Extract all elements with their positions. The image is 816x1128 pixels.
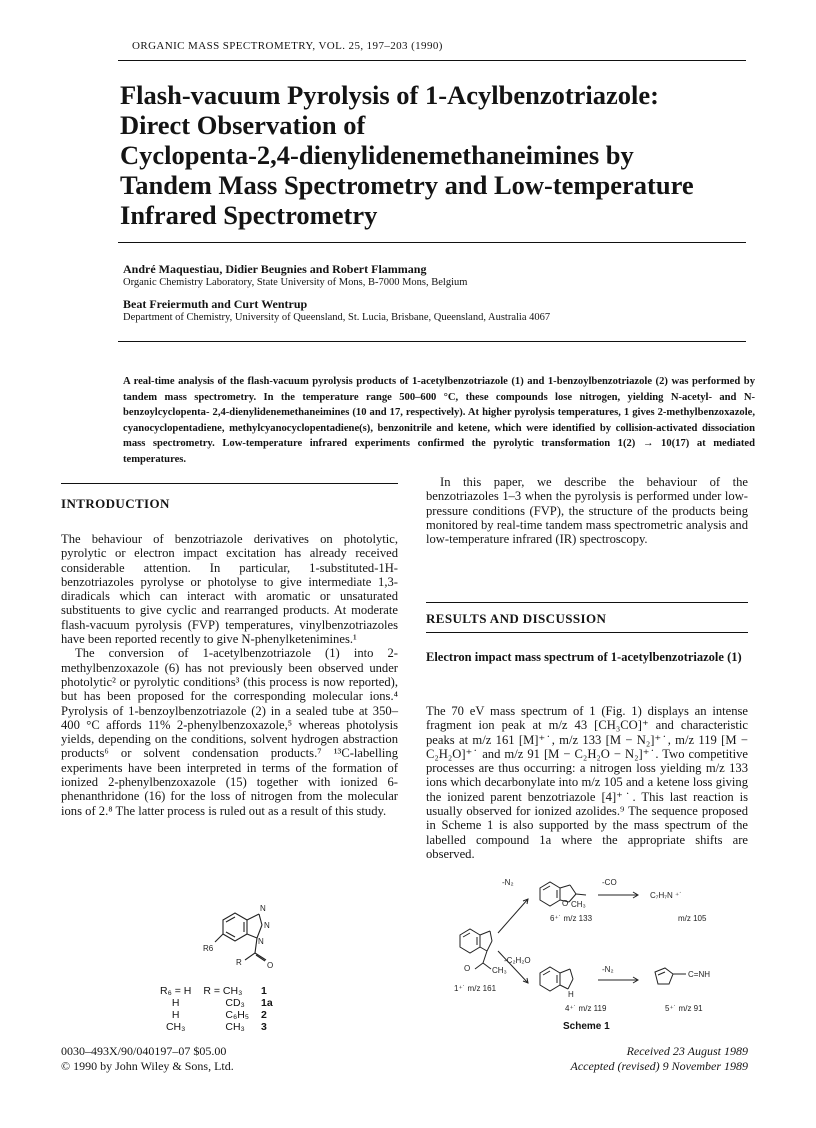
structure-label-r6: R6	[203, 944, 214, 953]
copyright-line: © 1990 by John Wiley & Sons, Ltd.	[61, 1059, 234, 1073]
title-line: Cyclopenta-2,4-dienylidenemethaneimines by	[120, 140, 634, 170]
title-line: Infrared Spectrometry	[120, 200, 378, 230]
table-cell: CD₃	[225, 997, 245, 1009]
table-cell: C₆H₅	[225, 1009, 250, 1021]
table-cell: H	[171, 1009, 180, 1021]
title-line: Direct Observation of	[120, 110, 366, 140]
scheme-label: CH₃	[571, 900, 586, 909]
table-cell: CH₃	[225, 1021, 245, 1033]
scheme-label: 1⁺˙ m/z 161	[454, 984, 497, 993]
right-intro-paragraph: In this paper, we describe the behaviour of the benzotriazoles 1–3 when the pyrolysis is performed under low-pressure conditions (FVP), the structure of the products being monitored by real-time tandem mass spectrometric analysis and low-temperature infrared (IR) spectroscopy.	[426, 475, 748, 547]
title-line: Flash-vacuum Pyrolysis of 1-Acylbenzotriazole:	[120, 80, 660, 110]
author-names: Beat Freiermuth and Curt Wentrup	[123, 297, 308, 311]
received-block	[510, 1044, 748, 1074]
copyright-block	[61, 1044, 234, 1074]
table-cell: H	[171, 997, 180, 1009]
scheme-label: 5⁺˙ m/z 91	[665, 1004, 703, 1013]
structure-label-o: O	[267, 961, 274, 970]
table-cell: 3	[261, 1021, 267, 1033]
table-row	[160, 997, 285, 1009]
scheme-label: 6⁺˙ m/z 133	[550, 914, 593, 923]
results-heading-rule	[426, 602, 748, 603]
structure-label-r: R	[236, 958, 242, 967]
table-cell: CH₃	[165, 1021, 186, 1033]
results-heading: RESULTS AND DISCUSSION	[426, 611, 607, 626]
table-cell: 2	[261, 1009, 267, 1021]
table-row	[160, 1021, 285, 1033]
results-subheading: Electron impact mass spectrum of 1-acetylbenzotriazole (1)	[426, 650, 742, 664]
intro-heading-rule	[61, 483, 398, 484]
table-cell: R = CH₃	[203, 985, 243, 997]
table-row	[160, 985, 285, 997]
author-affiliation: Department of Chemistry, University of Queensland, St. Lucia, Brisbane, Queensland, Australia 4067	[123, 312, 551, 323]
accepted-date: Accepted (revised) 9 November 1989	[570, 1059, 748, 1073]
table-cell: 1a	[261, 997, 273, 1009]
intro-heading: INTRODUCTION	[61, 496, 170, 511]
title-line: Tandem Mass Spectrometry and Low-temperature	[120, 170, 694, 200]
scheme-1	[450, 873, 750, 1033]
intro-body	[61, 532, 398, 818]
intro-paragraph: The behaviour of benzotriazole derivatives on photolytic, pyrolytic or electron impact excitation has already received considerable attention. In particular, 1-substituted-1H-benzotriazoles pyrolyse or photolyse to give intermediate 1,3-diradicals which can interact with aromatic or unsaturated substituents to give cyclic and rearranged products. At moderate flash-vacuum pyrolysis (FVP) temperatures, vinylbenzotriazoles have been reported recently to give N-phenylketenimines.¹	[61, 532, 398, 647]
scheme-label: -CO	[602, 878, 617, 887]
scheme-label: O	[464, 964, 471, 973]
structure-label-n: N	[260, 904, 266, 913]
author-affiliation: Organic Chemistry Laboratory, State University of Mons, B-7000 Mons, Belgium	[123, 277, 468, 288]
structure-label-n: N	[264, 921, 270, 930]
scheme-label: 4⁺˙ m/z 119	[565, 1004, 607, 1013]
abstract: A real-time analysis of the flash-vacuum pyrolysis products of 1-acetylbenzotriazole (1) and 1-benzoylbenzotriazole (2) was performed by tandem mass spectrometry. In the temperature range 500–600 °C, these compounds lose nitrogen, yielding N-acetyl- and N-benzoylcyclopenta- 2,4-dienylidenemethaneimines (10 and 17, respectively). At higher pyrolysis temperatures, 1 gives 2-methylbenzoxazole, cyanocyclopentadiene, methylcyanocyclopentadiene(s), benzonitrile and ketene, which were identified by collision-activated dissociation mass spectrometry. Low-temperature infrared experiments confirmed the pyrolytic transformation 1(2) → 10(17) at mediated temperatures.	[123, 376, 755, 465]
table-cell: R₆ = H	[160, 985, 192, 997]
scheme-label: C=NH	[688, 970, 711, 979]
scheme-label: C₇H₇N ⁺˙	[650, 891, 682, 900]
scheme-label: -C₂H₂O	[504, 956, 531, 965]
title-rule	[118, 242, 746, 243]
structure-label-n: N	[258, 937, 264, 946]
table-row	[160, 1009, 285, 1021]
authors-rule	[118, 341, 746, 342]
results-body	[426, 704, 748, 861]
results-paragraph: The 70 eV mass spectrum of 1 (Fig. 1) displays an intense fragment ion peak at m/z 43 [CH₃CO]⁺ and characteristic peaks at m/z 161 [M]⁺˙, m/z 133 [M − N₂]⁺˙, m/z 119 [M − C₂H₂O]⁺˙ and m/z 91 [M − C₂H₂O − N₂]⁺˙. Two competitive processes are thus occurring: a nitrogen loss yielding m/z 133 ions which decarbonylate into m/z 105 and a ketene loss giving the ionized parent benzotriazole [4]⁺˙. This last reaction is usually observed for ionized azolides.⁹ The sequence proposed in Scheme 1 is also supported by the mass spectrum of the labelled compound 1a where the appropriate shifts are observed.	[426, 704, 748, 861]
received-date: Received 23 August 1989	[626, 1044, 748, 1058]
scheme-label: O	[562, 899, 569, 908]
author-block	[123, 263, 763, 324]
right-intro	[426, 475, 748, 546]
compound-table	[160, 985, 285, 1033]
scheme-label: CH₃	[492, 966, 507, 975]
intro-paragraph: The conversion of 1-acetylbenzotriazole (1) into 2-methylbenzoxazole (6) has not previously been observed under photolytic² or pyrolytic conditions³ (this process is now reported), but has been proposed for the corresponding molecular ions.⁴ Pyrolysis of 1-benzoylbenzotriazole (2) in a sealed tube at 350–400 °C affords 11% 2-phenylbenzoxazole,⁵ whereas photolysis yields, depending on the conditions, solvent hydrogen abstraction products⁶ or solvent condensation products.⁷ ¹³C-labelling experiments have been interpreted in terms of the formation of ionized 2-phenylbenzoxazole (15) together with ionized 6-phenanthridone (16) for the loss of nitrogen from the molecular ions of 2.⁸ The latter process is ruled out as a result of this study.	[61, 646, 398, 818]
scheme-caption: Scheme 1	[563, 1021, 610, 1032]
results-heading-underline	[426, 632, 748, 633]
header-rule	[118, 60, 746, 61]
article-code: 0030–493X/90/040197–07 $05.00	[61, 1044, 227, 1058]
paper-title	[120, 80, 740, 230]
scheme-label: H	[568, 990, 574, 999]
scheme-label: -N₂	[602, 965, 614, 974]
author-names: André Maquestiau, Didier Beugnies and Robert Flammang	[123, 262, 427, 276]
scheme-label: m/z 105	[678, 914, 707, 923]
benzotriazole-structure	[195, 898, 305, 990]
table-cell: 1	[261, 985, 267, 997]
journal-header: ORGANIC MASS SPECTROMETRY, VOL. 25, 197–203 (1990)	[132, 40, 443, 52]
scheme-label: -N₂	[502, 878, 514, 887]
